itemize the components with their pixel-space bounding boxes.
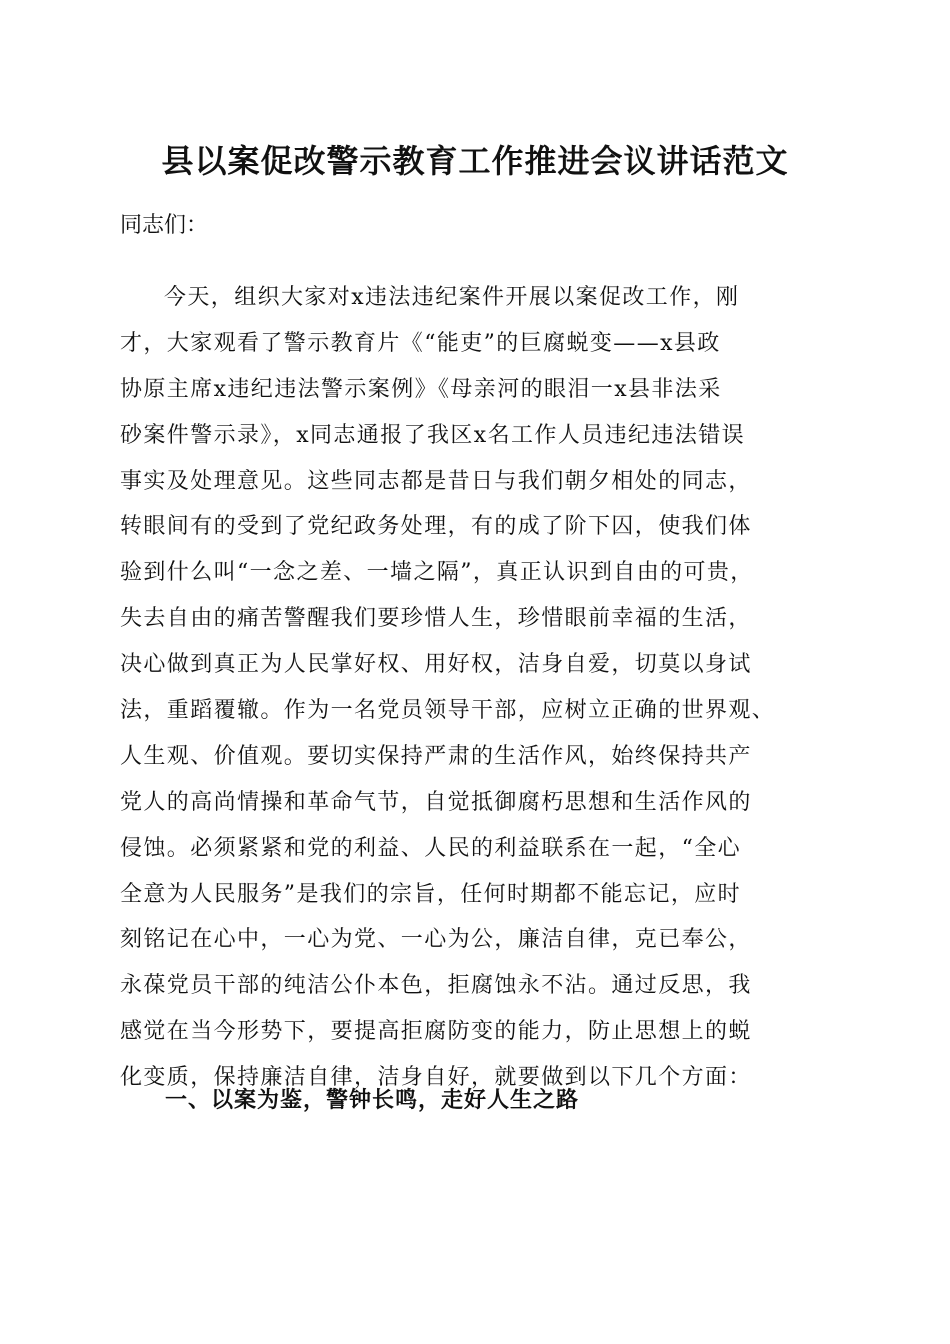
body-line: 永葆党员干部的纯洁公仆本色，拒腐蚀永不沾。通过反思，我 — [120, 973, 752, 999]
body-line: 砂案件警示录》，x同志通报了我区x名工作人员违纪违法错误 — [120, 422, 746, 448]
body-line: 化变质，保持廉洁自律，洁身自好，就要做到以下几个方面： — [120, 1065, 752, 1091]
body-line: 今天，组织大家对x违法违纪案件开展以案促改工作，刚 — [164, 285, 740, 310]
body-line: 失去自由的痛苦警醒我们要珍惜人生，珍惜眼前幸福的生活， — [120, 606, 752, 632]
body-line: 法，重蹈覆辙。作为一名党员领导干部，应树立正确的世界观、 — [120, 698, 776, 724]
body-line: 全意为人民服务”是我们的宗旨，任何时期都不能忘记，应时 — [120, 881, 742, 907]
body-line: 转眼间有的受到了党纪政务处理，有的成了阶下囚，使我们体 — [120, 514, 752, 540]
body-line: 人生观、价值观。要切实保持严肃的生活作风，始终保持共产 — [120, 743, 752, 769]
body-line: 感觉在当今形势下，要提高拒腐防变的能力，防止思想上的蜕 — [120, 1019, 752, 1045]
body-line: 侵蚀。必须紧紧和党的利益、人民的利益联系在一起，“全心 — [120, 835, 742, 861]
body-line: 才，大家观看了警示教育片《“能吏”的巨腐蜕变——x县政 — [120, 330, 721, 356]
section-heading: 一、以案为鉴，警钟长鸣，走好人生之路 — [165, 1088, 580, 1113]
body-line: 党人的高尚情操和革命气节，自觉抵御腐朽思想和生活作风的 — [120, 789, 752, 815]
body-line: 协原主席x违纪违法警示案例》《母亲河的眼泪一x县非法采 — [120, 376, 722, 402]
document-title: 县以案促改警示教育工作推进会议讲话范文 — [161, 142, 789, 180]
body-line: 决心做到真正为人民掌好权、用好权，洁身自爱，切莫以身试 — [120, 652, 752, 678]
body-line: 事实及处理意见。这些同志都是昔日与我们朝夕相处的同志， — [120, 468, 752, 494]
body-line: 刻铭记在心中，一心为党、一心为公，廉洁自律，克已奉公， — [120, 927, 752, 953]
salutation: 同志们： — [120, 213, 209, 238]
body-paragraph — [120, 275, 840, 1101]
body-line: 验到什么叫“一念之差、一墙之隔”，真正认识到自由的可贵， — [120, 560, 754, 586]
